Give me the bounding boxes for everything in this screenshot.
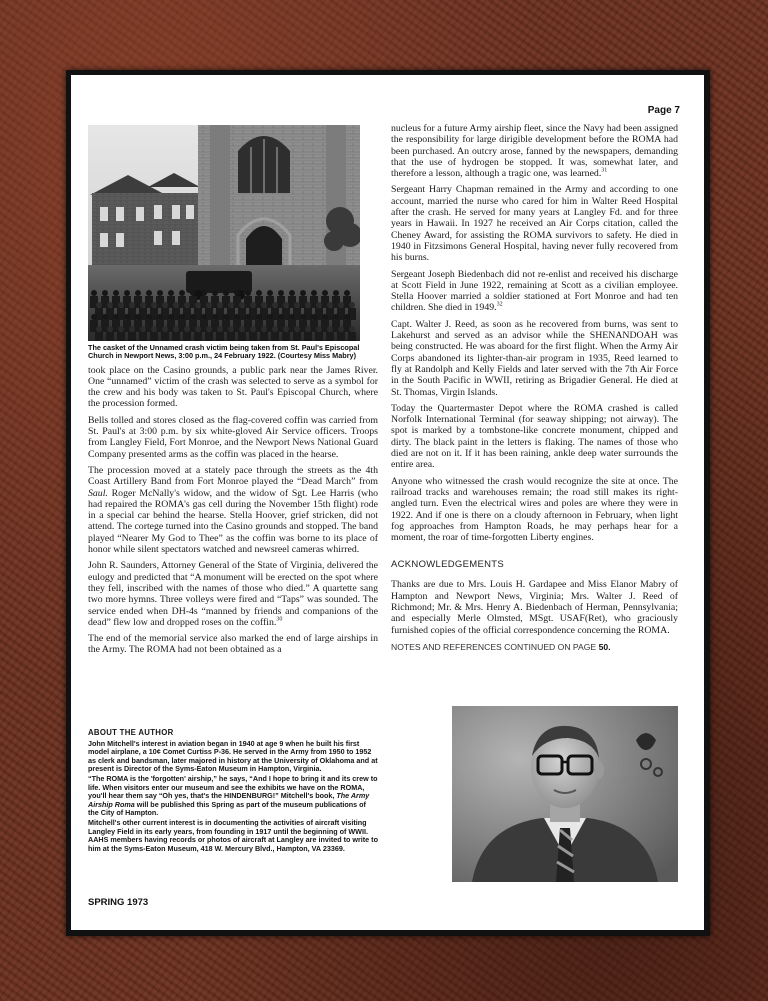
notes-continued: NOTES AND REFERENCES CONTINUED ON PAGE 50. bbox=[391, 641, 611, 652]
left-column bbox=[88, 125, 378, 661]
footnote-ref: 32 bbox=[496, 302, 503, 309]
left-paragraph: The procession moved at a stately pace through the streets as the 4th Coast Artillery Band from Fort Monroe played the “Dead March” from Saul. Roger McNally's widow, and the widow of Sgt. Lee Harris (who had repaired the ROMA's gas cell during the November 15th flight) rode in a special car behind the hearse. Stella Hoover, grief stricken, did not attend. The cortege turned into the Casino grounds and stopped. The band played “Nearer My God to Thee” as the coffin was borne to its place of honor while silent spectators watched and newsreel cameras whirred. bbox=[88, 464, 378, 556]
footnote-ref: 30 bbox=[276, 616, 283, 623]
acknowledgements-text: Thanks are due to Mrs. Louis H. Gardapee and Miss Elanor Mabry of Hampton and Newport News, Virginia; Mrs. Walter J. Reed of Richmond; Mr. & Mrs. Henry A. Biedenbach of Herman, Pennsylvania; and especially Merle Olmsted, MSgt. USAF(Ret), who graciously furnished copies of the official correspondence concerning the ROMA. bbox=[391, 579, 678, 636]
about-heading: ABOUT THE AUTHOR bbox=[88, 728, 174, 737]
left-paragraph: took place on the Casino grounds, a public park near the James River. One “unnamed” victim of the crash was selected to serve as a symbol for the crew and his body was taken to St. Paul's Episcopal Church, where the procession formed. bbox=[88, 364, 378, 410]
footnote-ref: 31 bbox=[601, 167, 608, 174]
left-paragraph: The end of the memorial service also marked the end of large airships in the Army. The ROMA had not been obtained as a bbox=[88, 633, 378, 656]
right-paragraph: Today the Quartermaster Depot where the ROMA crashed is called Norfolk International Terminal (for seaway shipping; not airway). The spot is marked by a tombstone-like concrete monument, chipped and dirty. The black paint in the letters is flaking. The names of those who died are not on it. If it has been raining, ankle deep water surrounds the entire area. bbox=[391, 402, 678, 471]
church-funeral-photo bbox=[88, 125, 360, 341]
about-the-author bbox=[88, 729, 378, 854]
church-photo-caption: The casket of the Unnamed crash victim being taken from St. Paul's Episcopal Church in Newport News, 3:00 p.m., 24 February 1922. (Courtesy Miss Mabry) bbox=[88, 343, 360, 361]
about-paragraph: Mitchell's other current interest is in documenting the activities of aircraft visiting Langley Field in its early years, from founding in 1917 until the beginning of WWII. AAHS members having records or photos of aircraft at Langley are invited to write to him at the Syms-Eaton Museum, 418 W. Mercury Blvd., Hampton, VA 23369. bbox=[88, 817, 378, 853]
left-paragraph: Bells tolled and stores closed as the flag-covered coffin was carried from St. Paul's at 3:00 p.m. by six white-gloved Air Service officers. Troops from Langley Field, Fort Monroe, and the Newport News National Guard Company presented arms as the coffin was placed in the hearse. bbox=[88, 414, 378, 460]
acknowledgements-heading: ACKNOWLEDGEMENTS bbox=[391, 559, 505, 571]
page-number: Page 7 bbox=[647, 105, 680, 116]
right-paragraph: nucleus for a future Army airship fleet, since the Navy had been assigned the responsibility for large dirigible development before the ROMA had been purchased. An outcry arose, fanned by the newspapers, demanding that the use of hydrogen be stopped. It was, somewhat later, and therefore a lesson, although a tragic one, was learned.$^{31}$ bbox=[391, 123, 679, 180]
right-column bbox=[391, 123, 678, 652]
about-paragraph: “The ROMA is the 'forgotten' airship,” he says, “And I hope to bring it and its crew to life. When visitors enter our museum and see the exhibits we have on the ROMA, you'll hear them say “Oh yes, that's the HINDENBURG!” Mitchell's book, The Army Airship Roma will be published this Spring as part of the museum publications of the City of Hampton. bbox=[88, 773, 378, 818]
right-paragraph: Anyone who witnessed the crash would recognize the site at once. The railroad tracks and warehouses remain; the road still makes its right-angled turn. Even the electrical wires and poles are where they were in 1922. And if one is there on a cloudy afternoon in February, when light fog approaches from Hampton Roads, he may perhaps hear for a moment, the roar of time-forgotten Liberty engines. bbox=[391, 475, 678, 544]
about-paragraph: John Mitchell's interest in aviation began in 1940 at age 9 when he built his first model airplane, a 10¢ Comet Curtiss P-36. He served in the Army from 1950 to 1952 as clerk and bandsman, later majored in history at the University of Oklahoma and at present is Director of the Syms-Eaton Museum in Hampton, Virginia. bbox=[88, 738, 378, 774]
right-paragraph: Sergeant Harry Chapman remained in the Army and according to one account, married the nurse who cared for him in Walter Reed Hospital after the crash. He served for many years at Langley Fd. and for three years in Hawaii. In 1927 he received an Air Corps citation, called the Cheney Award, for assisting the ROMA survivors to safety. He died in 1940 in Fitzsimons General Hospital, having never fully recovered from his burns. bbox=[391, 184, 678, 264]
right-paragraph: Sergeant Joseph Biedenbach did not re-enlist and received his discharge at Scott Field in June 1922, remaining at Scott as a civilian employee. Stella Hoover married a soldier stationed at Fort Monroe and had ten children. She died in 1949.32 bbox=[391, 268, 678, 314]
left-paragraph: John R. Saunders, Attorney General of the State of Virginia, delivered the eulogy and predicted that “A monument will be erected on the spot where they fell, inscribed with the names of those who died.” A quartette sang two more hymns. Three volleys were fired and “Taps” was sounded. The service ended when DH-4s “manned by friends and companions of the dead” flew low and dropped roses on the coffin.$^{30}$ bbox=[88, 560, 378, 628]
right-paragraph: Capt. Walter J. Reed, as soon as he recovered from burns, was sent to Lakehurst and served as an advisor while the SHENANDOAH was being constructed. He was aboard for the first flight. When the Army Air Corps abandoned its lighter-than-air program in 1935, Reed learned to fly at Randolph and Kelly Fields and later served with the 7th Air Force in the South Pacific in WWII, retiring as Brigadier General. He died at St. Thomas, Virgin Islands. bbox=[391, 318, 678, 398]
issue-season: SPRING 1973 bbox=[88, 897, 149, 908]
magazine-page bbox=[71, 75, 704, 930]
author-portrait-photo bbox=[452, 706, 678, 882]
